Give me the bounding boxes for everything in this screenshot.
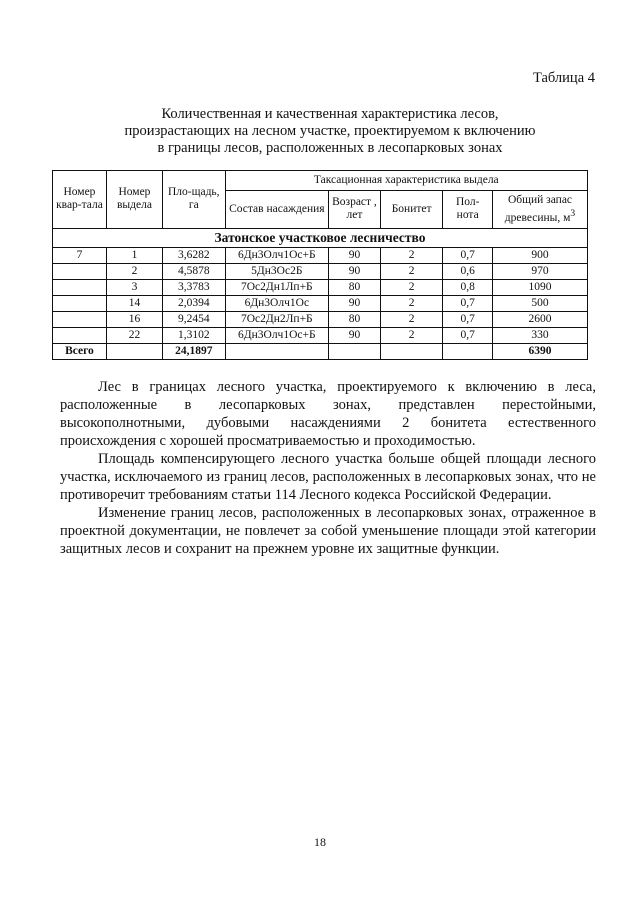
header-area: Пло-щадь, га [163, 171, 226, 229]
cell: 90 [329, 327, 381, 343]
cell [53, 327, 107, 343]
header-age: Возраст , лет [329, 191, 381, 229]
cell: 6Дн3Олч1Ос+Б [225, 247, 329, 263]
cell: 80 [329, 311, 381, 327]
cell [380, 343, 443, 359]
cell: 2 [380, 279, 443, 295]
cell: 970 [493, 263, 588, 279]
cell: 2 [106, 263, 162, 279]
cell: 14 [106, 295, 162, 311]
page-number: 18 [314, 835, 326, 849]
cell: 1 [106, 247, 162, 263]
cell: 3,3783 [163, 279, 226, 295]
cell: 16 [106, 311, 162, 327]
cell: 6Дн3Олч1Ос [225, 295, 329, 311]
title-line: Количественная и качественная характеристика лесов, [161, 106, 499, 122]
cell: 7Ос2Дн1Лп+Б [225, 279, 329, 295]
header-group: Таксационная характеристика выдела [225, 171, 587, 191]
cell: 0,6 [443, 263, 493, 279]
total-stock: 6390 [493, 343, 588, 359]
cell: 900 [493, 247, 588, 263]
cell: 0,7 [443, 311, 493, 327]
cell: 7Ос2Дн2Лп+Б [225, 311, 329, 327]
cell: 2 [380, 263, 443, 279]
cell [443, 343, 493, 359]
paragraph: Площадь компенсирующего лесного участка больше общей площади лесного участка, исключаемого из границ лесов, расположенных в лесопарковых зонах, что не противоречит требованиям статьи 114 Лесного кодекса Российской Федерации. [60, 451, 596, 503]
title-line: произрастающих на лесном участке, проектируемом к включению [124, 123, 536, 139]
cell: 3 [106, 279, 162, 295]
table-title [60, 106, 600, 157]
forest-table [52, 170, 588, 360]
total-label: Всего [53, 343, 107, 359]
cell: 0,8 [443, 279, 493, 295]
cell: 5Дн3Ос2Б [225, 263, 329, 279]
cell: 6Дн3Олч1Ос+Б [225, 327, 329, 343]
cell: 2,0394 [163, 295, 226, 311]
cell: 0,7 [443, 247, 493, 263]
table-row [53, 279, 588, 295]
cell: 90 [329, 247, 381, 263]
body-text [60, 378, 596, 558]
cell: 9,2454 [163, 311, 226, 327]
cell [329, 343, 381, 359]
cell: 500 [493, 295, 588, 311]
paragraph: Изменение границ лесов, расположенных в лесопарковых зонах, отраженное в проектной документации, не повлечет за собой уменьшение площади этой категории защитных лесов и сохранит на прежнем уровне их защитные функции. [60, 505, 596, 557]
total-area: 24,1897 [163, 343, 226, 359]
cell: 1,3102 [163, 327, 226, 343]
cell: 4,5878 [163, 263, 226, 279]
header-stock: Общий запас древесины, $м^3$ [493, 191, 588, 229]
cell [106, 343, 162, 359]
cell: 0,7 [443, 295, 493, 311]
cell: 22 [106, 327, 162, 343]
cell: 80 [329, 279, 381, 295]
cell: 2 [380, 247, 443, 263]
cell: 2 [380, 311, 443, 327]
cell: 2600 [493, 311, 588, 327]
cell [53, 311, 107, 327]
cell [53, 295, 107, 311]
cell [53, 263, 107, 279]
table-row [53, 311, 588, 327]
cell: 3,6282 [163, 247, 226, 263]
paragraph: Лес в границах лесного участка, проектируемого к включению в леса, расположенные в лесопарковых зонах, представлен перестойными, высокополнотными, дубовыми насаждениями 2 бонитета естественного происхождения с хорошей просматриваемостью и проходимостью. [60, 379, 596, 449]
cell: 330 [493, 327, 588, 343]
table-row [53, 327, 588, 343]
header-bonitet: Бонитет [380, 191, 443, 229]
section-label: Затонское участковое лесничество [53, 228, 588, 247]
title-line: в границы лесов, расположенных в лесопарковых зонах [157, 140, 503, 156]
cell: 90 [329, 295, 381, 311]
total-row [53, 343, 588, 359]
cell: 2 [380, 295, 443, 311]
header-composition: Состав насаждения [225, 191, 329, 229]
cell: 0,7 [443, 327, 493, 343]
table-label: Таблица 4 [532, 70, 595, 86]
table-row [53, 295, 588, 311]
cell [225, 343, 329, 359]
header-density: Пол-нота [443, 191, 493, 229]
header-quarter: Номер квар-тала [53, 171, 107, 229]
cell [53, 279, 107, 295]
cell: 2 [380, 327, 443, 343]
header-plot: Номер выдела [106, 171, 162, 229]
cell: 1090 [493, 279, 588, 295]
cell: 7 [53, 247, 107, 263]
table-row [53, 247, 588, 263]
cell: 90 [329, 263, 381, 279]
table-row [53, 263, 588, 279]
